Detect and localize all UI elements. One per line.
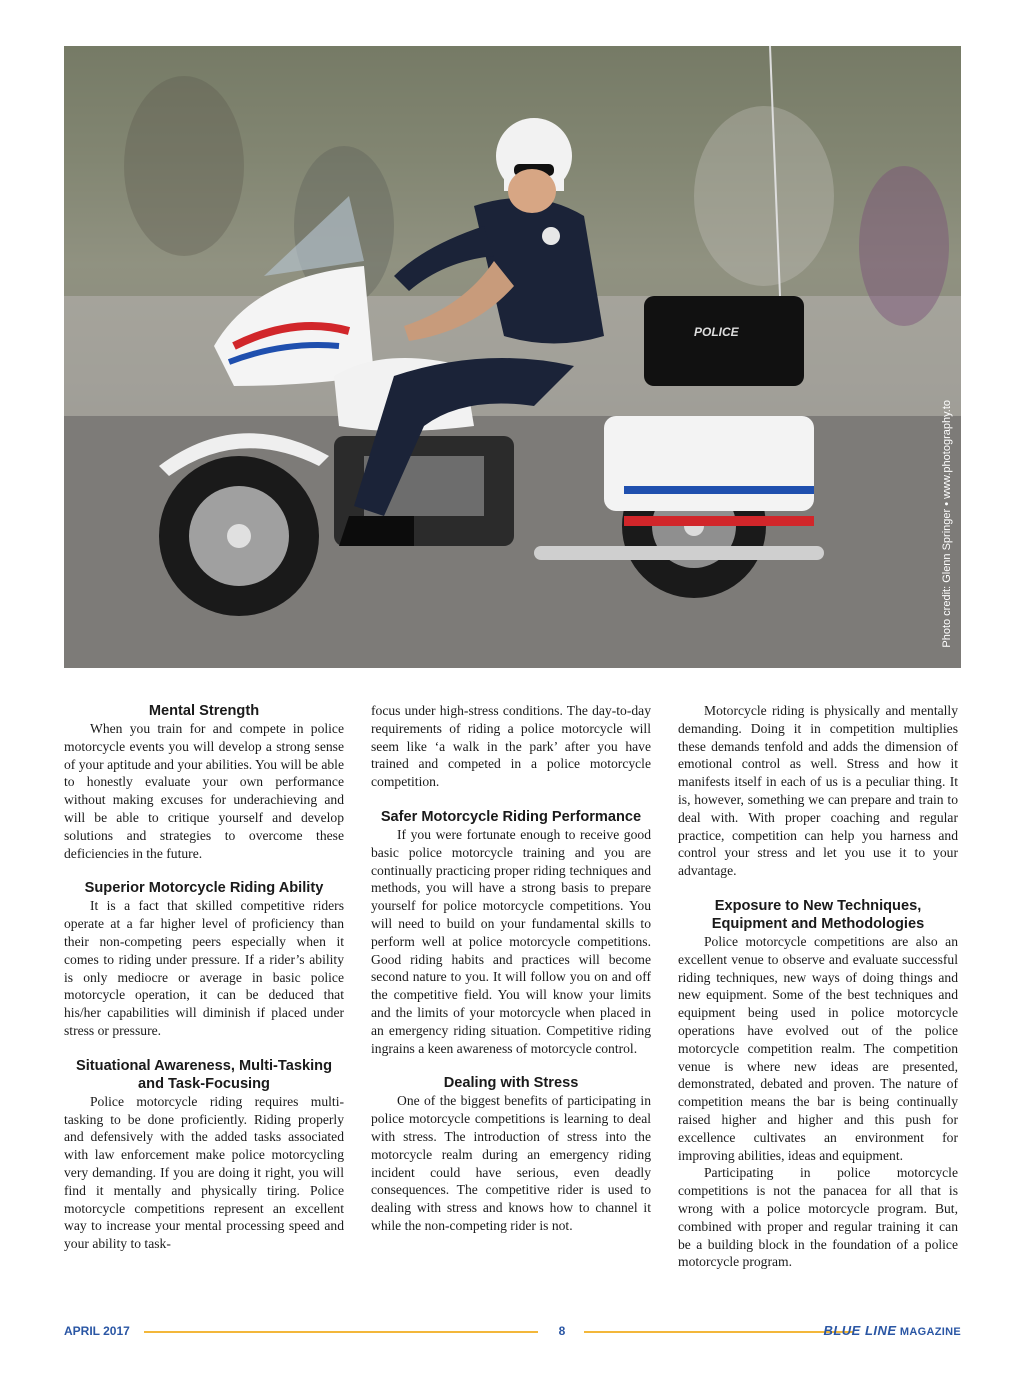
heading-situational-awareness: Situational Awareness, Multi-Tasking and Task-Focusing xyxy=(76,1057,332,1092)
column-3 xyxy=(678,702,958,1271)
heading-superior-riding: Superior Motorcycle Riding Ability xyxy=(84,880,324,897)
heading-safer-riding: Safer Motorcycle Riding Performance xyxy=(380,808,642,825)
paragraph-situational-awareness: Police motorcycle riding requires multi-tasking to be done proficiently. Riding properly and defensively with the added tasks associated with law enforcement make police motorcycling very demanding. If you are doing it right, you will find it mentally and physically tiring. Police motorcycle competitions represent an excellent way to increase your mental processing speed and your ability to task- xyxy=(64,1093,344,1252)
hero-photo xyxy=(64,46,961,668)
photo-credit: Photo credit: Glenn Springer • www.photography.to xyxy=(941,400,953,648)
police-box-label: POLICE xyxy=(694,325,739,339)
paragraph-superior-riding: It is a fact that skilled competitive riders operate at a far higher level of proficiency than their non-competing peers especially when it comes to riding under pressure. If a rider’s ability is only mediocre or average in basic police motorcycle operation, it can be deduced that his/her capabilities will diminish if placed under stress or pressure. xyxy=(64,898,344,1038)
magazine-suffix: MAGAZINE xyxy=(899,1326,961,1338)
footer-rule-right xyxy=(584,1331,854,1333)
paragraph-continued: focus under high-stress conditions. The day-to-day requirements of riding a police motorcycle will seem like ‘a walk in the park’ after you have trained and competed in a police motorcycle competition. xyxy=(371,703,651,790)
heading-mental-strength: Mental Strength xyxy=(148,703,260,719)
column-1 xyxy=(64,702,344,1253)
magazine-name xyxy=(823,1323,961,1338)
footer-rule-left xyxy=(144,1331,538,1333)
motorcycle-illustration xyxy=(64,46,961,668)
column-2 xyxy=(371,702,651,1235)
issue-date: APRIL 2017 xyxy=(64,1324,130,1338)
page-footer xyxy=(64,1322,961,1340)
paragraph-participating: Participating in police motorcycle competitions is not the panacea for all that is wrong with a police motorcycle program. But, combined with proper and regular training it can be a building block in the foundation of a police motorcycle program. xyxy=(678,1165,958,1270)
heading-dealing-with-stress: Dealing with Stress xyxy=(443,1075,579,1092)
paragraph-physically-demanding: Motorcycle riding is physically and mentally demanding. Doing it in competition multiplies these demands tenfold and adds the dimension of emotional control as well. Stress and how it manifests itself in each of us is a peculiar thing. It is, however, something we can prepare and train to deal with. With proper coaching and regular practice, competition can help you harness and control your stress and let you use it to your advantage. xyxy=(678,703,958,879)
magazine-title: BLUE LINE xyxy=(823,1323,897,1338)
page-number: 8 xyxy=(558,1324,566,1338)
paragraph-dealing-with-stress: One of the biggest benefits of participating in police motorcycle competitions is learning to deal with stress. The introduction of stress into the motorcycle realm during an emergency riding incident could have serious, even deadly consequences. The competitive rider is used to dealing with stress and knows how to channel it while the non-competing rider is not. xyxy=(371,1093,651,1233)
paragraph-new-techniques: Police motorcycle competitions are also an excellent venue to observe and evaluate successful riding techniques, new ways of doing things and new equipment. Some of the best techniques and equipment being used in police motorcycle operations have evolved out of the police motorcycle competition realm. The competition venue is where new ideas are presented, demonstrated, debated and proven. The nature of competition means the bar is being continually raised higher and higher and this push for excellence cultivates an environment for improving abilities, ideas and equipment. xyxy=(678,933,958,1163)
heading-new-techniques: Exposure to New Techniques, Equipment and Methodologies xyxy=(711,897,925,932)
paragraph-mental-strength: When you train for and compete in police motorcycle events you will develop a strong sense of your aptitude and your abilities. You will be able to honestly evaluate your own performance without making excuses for underachieving and will be able to critique yourself and develop solutions and strategies to overcome these deficiencies in the future. xyxy=(64,721,344,861)
paragraph-safer-riding: If you were fortunate enough to receive good basic police motorcycle training and you are continually practicing proper riding techniques and methods, you will have a strong basis to prepare yourself for police motorcycle competitions. You will need to build on your fundamental skills to perform well at police motorcycle competitions. Good riding habits and practices will become second nature to you. It will follow you on and off the competitive field. You will know your limits and the limits of your motorcycle when placed in an emergency riding situation. Competitive riding ingrains a keen awareness of motorcycle control. xyxy=(371,826,651,1056)
